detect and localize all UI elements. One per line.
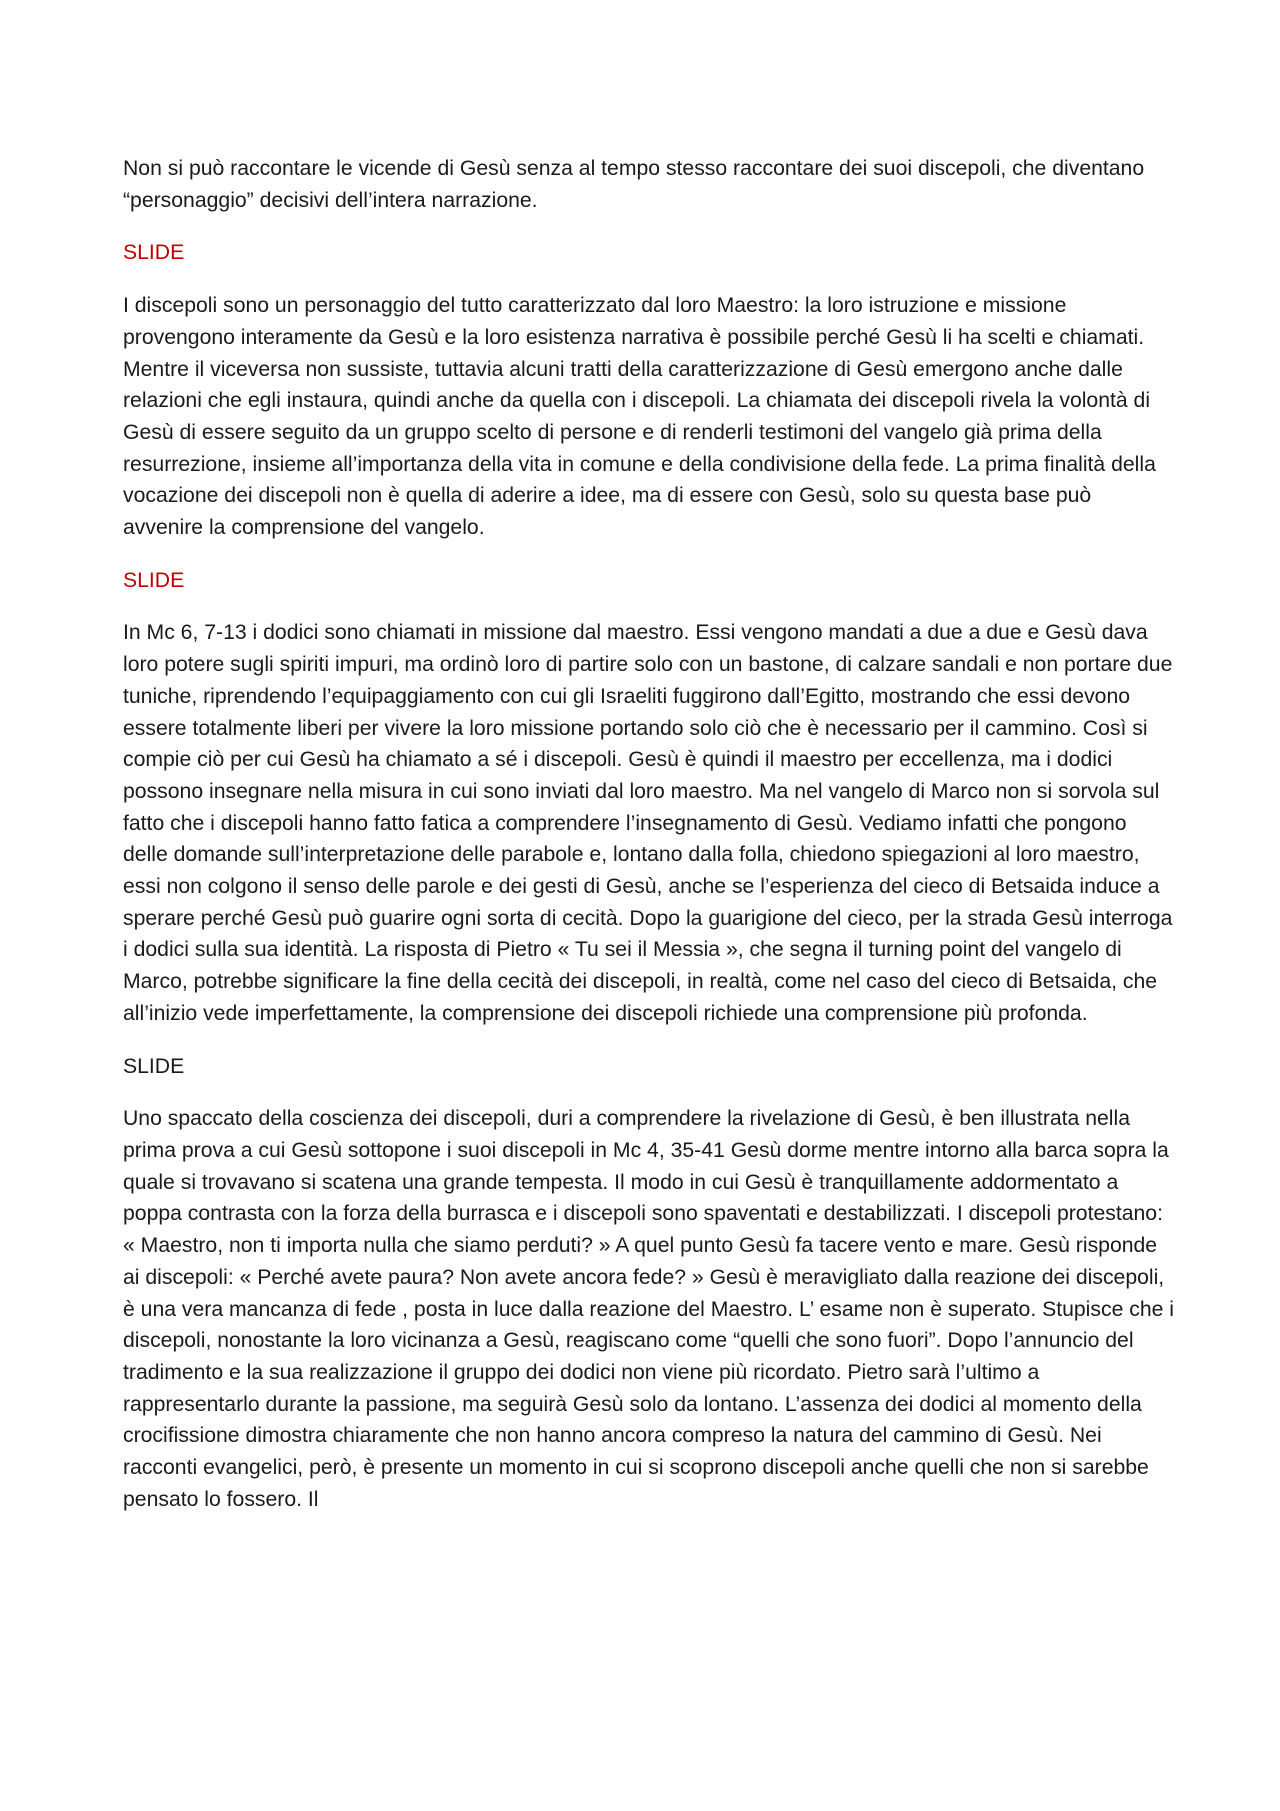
slide-marker-3: SLIDE: [123, 1054, 185, 1078]
paragraph-intro: Non si può raccontare le vicende di Gesù senza al tempo stesso raccontare dei suoi discepoli, che diventano “personaggio” decisivi dell’intera narrazione.: [123, 157, 1145, 212]
slide-marker-1: SLIDE: [123, 241, 185, 265]
paragraph-tempest: Uno spaccato della coscienza dei discepoli, duri a comprendere la rivelazione di Gesù, è ben illustrata nella prima prova a cui Gesù sottopone i suoi discepoli in Mc 4, 35-41 Gesù dorme mentre intorno alla barca sopra la quale si trovavano si scatena una grande tempesta. Il modo in cui Gesù è tranquillamente addormentato a poppa contrasta con la forza della burrasca e i discepoli sono spaventati e destabilizzati. I discepoli protestano: « Maestro, non ti importa nulla che siamo perduti? » A quel punto Gesù fa tacere vento e mare. Gesù risponde ai discepoli: « Perché avete paura? Non avete ancora fede? » Gesù è meravigliato dalla reazione dei discepoli, è una vera mancanza di fede , posta in luce dalla reazione del Maestro. L’ esame non è superato. Stupisce che i discepoli, nonostante la loro vicinanza a Gesù, reagiscano come “quelli che sono fuori”. Dopo l’annuncio del tradimento e la sua realizzazione il gruppo dei dodici non viene più ricordato. Pietro sarà l’ultimo a rappresentarlo durante la passione, ma seguirà Gesù solo da lontano. L’assenza dei dodici al momento della crocifissione dimostra chiaramente che non hanno ancora compreso la natura del cammino di Gesù. Nei racconti evangelici, però, è presente un momento in cui si scoprono discepoli anche quelli che non si sarebbe pensato lo fossero. Il: [123, 1107, 1174, 1511]
paragraph-mission: In Mc 6, 7-13 i dodici sono chiamati in missione dal maestro. Essi vengono mandati a due a due e Gesù dava loro potere sugli spiriti impuri, ma ordinò loro di partire solo con un bastone, di calzare sandali e non portare due tuniche, riprendendo l’equipaggiamento con cui gli Israeliti fuggirono dall’Egitto, mostrando che essi devono essere totalmente liberi per vivere la loro missione portando solo ciò che è necessario per il cammino. Così si compie ciò per cui Gesù ha chiamato a sé i discepoli. Gesù è quindi il maestro per eccellenza, ma i dodici possono insegnare nella misura in cui sono inviati dal loro maestro. Ma nel vangelo di Marco non si sorvola sul fatto che i discepoli hanno fatto fatica a comprendere l’insegnamento di Gesù. Vediamo infatti che pongono delle domande sull’interpretazione delle parabole e, lontano dalla folla, chiedono spiegazioni al loro maestro, essi non colgono il senso delle parole e dei gesti di Gesù, anche se l’esperienza del cieco di Betsaida induce a sperare perché Gesù può guarire ogni sorta di cecità. Dopo la guarigione del cieco, per la strada Gesù interroga i dodici sulla sua identità. La risposta di Pietro « Tu sei il Messia », che segna il turning point del vangelo di Marco, potrebbe significare la fine della cecità dei discepoli, in realtà, come nel caso del cieco di Betsaida, che all’inizio vede imperfettamente, la comprensione dei discepoli richiede una comprensione più profonda.: [123, 621, 1173, 1025]
slide-marker-2: SLIDE: [123, 568, 185, 592]
document-body: [123, 153, 1175, 1536]
paragraph-disciples-character: I discepoli sono un personaggio del tutto caratterizzato dal loro Maestro: la loro istruzione e missione provengono interamente da Gesù e la loro esistenza narrativa è possibile perché Gesù li ha scelti e chiamati. Mentre il viceversa non sussiste, tuttavia alcuni tratti della caratterizzazione di Gesù emergono anche dalle relazioni che egli instaura, quindi anche da quella con i discepoli. La chiamata dei discepoli rivela la volontà di Gesù di essere seguito da un gruppo scelto di persone e di renderli testimoni del vangelo già prima della resurrezione, insieme all’importanza della vita in comune e della condivisione della fede. La prima finalità della vocazione dei discepoli non è quella di aderire a idee, ma di essere con Gesù, solo su questa base può avvenire la comprensione del vangelo.: [123, 294, 1156, 540]
